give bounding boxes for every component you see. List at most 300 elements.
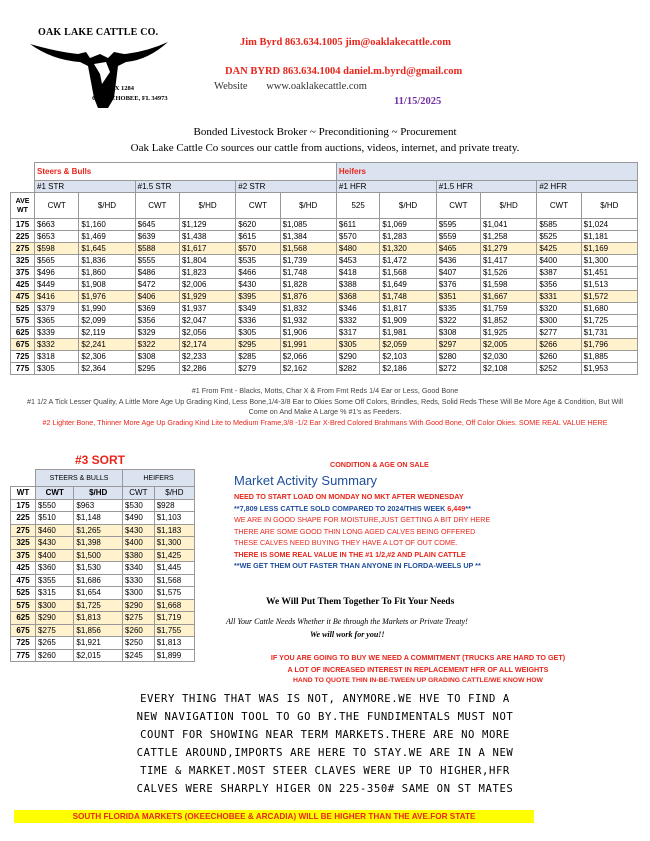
price-cell: $2,364: [79, 363, 135, 375]
price-cell: $1,069: [380, 219, 436, 231]
price-cell: $963: [74, 499, 123, 512]
price-cell: $1,860: [79, 267, 135, 279]
price-cell: $2,103: [380, 351, 436, 363]
price-cell: $1,852: [481, 315, 537, 327]
price-cell: $300: [36, 599, 74, 612]
weight-cell: 275: [11, 524, 36, 537]
price-cell: $615: [236, 231, 280, 243]
price-cell: $2,162: [280, 363, 336, 375]
price-cell: $1,953: [581, 363, 637, 375]
city: OKEECHOBEE, FL 34973: [92, 95, 168, 102]
price-cell: $465: [436, 243, 480, 255]
work-line: We will work for you!!: [310, 630, 385, 639]
price-cell: $436: [436, 255, 480, 267]
col-header: $/HD: [179, 193, 235, 219]
price-cell: $1,181: [581, 231, 637, 243]
col-header: $/HD: [481, 193, 537, 219]
price-cell: $430: [36, 537, 74, 550]
col-header: CWT: [537, 193, 581, 219]
price-cell: $297: [436, 339, 480, 351]
sort-steers: STEERS & BULLS: [36, 470, 123, 487]
closing-line: NEW NAVIGATION TOOL TO GO BY.THE FUNDIMENTALS MUST NOT: [136, 711, 514, 723]
price-cell: $1,469: [79, 231, 135, 243]
price-cell: $2,015: [74, 649, 123, 662]
col-header: $/HD: [380, 193, 436, 219]
wt-label: WT: [17, 206, 28, 214]
price-cell: $2,047: [179, 315, 235, 327]
price-cell: $406: [135, 291, 179, 303]
weight-cell: 375: [11, 267, 35, 279]
price-cell: $332: [35, 339, 79, 351]
contact-jim: Jim Byrd 863.634.1005 jim@oaklakecattle.com: [240, 37, 451, 48]
table-row: [11, 599, 195, 612]
state-banner: SOUTH FLORIDA MARKETS (OKEECHOBEE & ARCADIA) WILL BE HIGHER THAN THE AVE.FOR STATE: [14, 810, 534, 823]
price-cell: $430: [123, 524, 155, 537]
price-cell: $1,731: [581, 327, 637, 339]
table-row: [11, 637, 195, 650]
price-cell: $1,654: [74, 587, 123, 600]
price-cell: $1,598: [481, 279, 537, 291]
sort-title: #3 SORT: [75, 453, 126, 467]
price-cell: $1,568: [380, 267, 436, 279]
market-line: **: [465, 503, 471, 513]
table-row: [11, 512, 195, 525]
col-header: 525: [336, 193, 380, 219]
price-cell: $1,526: [481, 267, 537, 279]
price-cell: $1,828: [280, 279, 336, 291]
price-cell: $2,233: [179, 351, 235, 363]
price-cell: $430: [236, 279, 280, 291]
price-cell: $2,186: [380, 363, 436, 375]
price-cell: $555: [135, 255, 179, 267]
price-cell: $1,572: [581, 291, 637, 303]
table-row: [11, 574, 195, 587]
price-cell: $1,813: [154, 637, 194, 650]
price-cell: $1,755: [154, 624, 194, 637]
price-cell: $663: [35, 219, 79, 231]
table-row: [11, 267, 638, 279]
price-cell: $1,725: [74, 599, 123, 612]
website-label: Website: [214, 81, 248, 92]
closing-line: CALVES WERE SHARPLY HIGER ON 225-350# SAME ON ST MATES: [136, 783, 514, 795]
price-cell: $336: [236, 315, 280, 327]
weight-cell: 425: [11, 562, 36, 575]
table-row: [11, 219, 638, 231]
table-row: [11, 303, 638, 315]
price-cell: $1,417: [481, 255, 537, 267]
buy-line: A LOT OF INCREASED INTEREST IN REPLACEMENT HFR OF ALL WEIGHTS: [287, 664, 549, 674]
price-cell: $1,686: [74, 574, 123, 587]
sort-heifers: HEIFERS: [123, 470, 195, 487]
weight-cell: 175: [11, 219, 35, 231]
price-cell: $356: [135, 315, 179, 327]
group-label: #2 HFR: [537, 181, 638, 193]
price-cell: $339: [35, 327, 79, 339]
table-row: [11, 649, 195, 662]
weight-cell: 675: [11, 624, 36, 637]
price-cell: $1,739: [280, 255, 336, 267]
table-row: [11, 499, 195, 512]
price-cell: $480: [336, 243, 380, 255]
price-cell: $2,059: [380, 339, 436, 351]
weight-cell: 425: [11, 279, 35, 291]
weight-cell: 525: [11, 303, 35, 315]
price-cell: $598: [35, 243, 79, 255]
price-cell: $1,024: [581, 219, 637, 231]
price-cell: $1,929: [179, 291, 235, 303]
price-cell: $275: [36, 624, 74, 637]
note-grade-2: #2 Lighter Bone, Thinner More Age Up Grading Kind Lite to Medium Frame,3/8 -1/2 Ear X-Bred Colored Brahmans With Good Bone, Off Color Okies. SOME REAL VALUE HERE: [42, 417, 608, 427]
price-cell: $355: [36, 574, 74, 587]
price-cell: $1,909: [380, 315, 436, 327]
price-cell: $585: [537, 219, 581, 231]
price-cell: $1,832: [280, 303, 336, 315]
together-line: We Will Put Them Together To Fit Your Needs: [266, 597, 455, 607]
price-cell: $1,813: [74, 612, 123, 625]
price-cell: $1,300: [154, 537, 194, 550]
table-row: [11, 327, 638, 339]
price-cell: $349: [236, 303, 280, 315]
price-cell: $2,066: [280, 351, 336, 363]
price-cell: $1,279: [481, 243, 537, 255]
price-cell: $376: [436, 279, 480, 291]
price-cell: $2,056: [179, 327, 235, 339]
price-cell: $1,103: [154, 512, 194, 525]
price-cell: $1,908: [79, 279, 135, 291]
price-cell: $1,885: [581, 351, 637, 363]
price-cell: $1,445: [154, 562, 194, 575]
weight-cell: 225: [11, 512, 36, 525]
price-cell: $395: [236, 291, 280, 303]
price-cell: $407: [436, 267, 480, 279]
price-cell: $525: [537, 231, 581, 243]
price-cell: $1,085: [280, 219, 336, 231]
price-cell: $559: [436, 231, 480, 243]
price-cell: $653: [35, 231, 79, 243]
price-cell: $550: [36, 499, 74, 512]
weight-cell: 625: [11, 327, 35, 339]
price-cell: $496: [35, 267, 79, 279]
price-cell: $1,856: [74, 624, 123, 637]
price-cell: $565: [35, 255, 79, 267]
price-cell: $486: [135, 267, 179, 279]
price-cell: $308: [135, 351, 179, 363]
weight-cell: 375: [11, 549, 36, 562]
price-cell: $1,836: [79, 255, 135, 267]
col-header: CWT: [123, 487, 155, 500]
price-cell: $588: [135, 243, 179, 255]
price-cell: $365: [35, 315, 79, 327]
price-cell: $277: [537, 327, 581, 339]
price-cell: $252: [537, 363, 581, 375]
contact-dan: DAN BYRD 863.634.1004 daniel.m.byrd@gmail.com: [225, 66, 463, 77]
table-row: [11, 363, 638, 375]
closing-line: EVERY THING THAT WAS IS NOT, ANYMORE.WE HVE TO FIND A: [140, 693, 510, 705]
price-cell: $1,680: [581, 303, 637, 315]
price-cell: $1,817: [380, 303, 436, 315]
col-header: CWT: [236, 193, 280, 219]
closing-line: TIME & MARKET.MOST STEER CLAVES WERE UP TO HIGHER,HFR: [140, 765, 510, 777]
price-cell: $611: [336, 219, 380, 231]
weight-cell: 525: [11, 587, 36, 600]
price-cell: $379: [35, 303, 79, 315]
price-cell: $2,286: [179, 363, 235, 375]
price-cell: $388: [336, 279, 380, 291]
price-cell: $535: [236, 255, 280, 267]
price-cell: $368: [336, 291, 380, 303]
price-cell: $282: [336, 363, 380, 375]
table-row: [11, 315, 638, 327]
price-cell: $305: [236, 327, 280, 339]
price-cell: $570: [236, 243, 280, 255]
price-cell: $453: [336, 255, 380, 267]
condition-label: CONDITION & AGE ON SALE: [330, 460, 429, 469]
price-cell: $1,041: [481, 219, 537, 231]
price-cell: $1,160: [79, 219, 135, 231]
col-header: WT: [11, 487, 36, 500]
price-cell: $639: [135, 231, 179, 243]
table-row: [11, 612, 195, 625]
col-header: $/HD: [280, 193, 336, 219]
price-cell: $1,725: [581, 315, 637, 327]
group-label: #1 HFR: [336, 181, 436, 193]
weight-cell: 675: [11, 339, 35, 351]
price-cell: $1,617: [179, 243, 235, 255]
price-cell: $329: [135, 327, 179, 339]
note-grade-1-5: #1 1/2 A Tick Lesser Quality, A Little More Age Up Grading Kind, Less Bone,1/4-3/8 Ear to Okies Some Off Colors, Brindles, Reds, Solid Reds These Will Be More Age & Condition, But Will Come on And Make A Large % #1's as Feeders.: [26, 396, 624, 416]
price-cell: $2,306: [79, 351, 135, 363]
price-cell: $1,575: [154, 587, 194, 600]
buy-line: HAND TO QUOTE THIN IN-BE-TWEEN UP GRADING CATTLE/WE KNOW HOW: [293, 677, 543, 684]
weight-cell: 725: [11, 637, 36, 650]
price-cell: $400: [123, 537, 155, 550]
price-cell: $335: [436, 303, 480, 315]
price-cell: $272: [436, 363, 480, 375]
price-cell: $2,006: [179, 279, 235, 291]
price-cell: $305: [35, 363, 79, 375]
price-cell: $308: [436, 327, 480, 339]
subtagline: Oak Lake Cattle Co sources our cattle from auctions, videos, internet, and private treaty.: [130, 142, 520, 154]
price-cell: $1,990: [79, 303, 135, 315]
price-cell: $510: [36, 512, 74, 525]
price-cell: $1,759: [481, 303, 537, 315]
price-cell: $265: [36, 637, 74, 650]
price-cell: $2,030: [481, 351, 537, 363]
price-cell: $530: [123, 499, 155, 512]
price-cell: $290: [36, 612, 74, 625]
price-cell: $295: [135, 363, 179, 375]
price-cell: $1,129: [179, 219, 235, 231]
price-cell: $460: [36, 524, 74, 537]
price-cell: $1,283: [380, 231, 436, 243]
table-row: [11, 279, 638, 291]
price-cell: $2,108: [481, 363, 537, 375]
price-cell: $449: [35, 279, 79, 291]
market-line: NEED TO START LOAD ON MONDAY NO MKT AFTER WEDNESDAY: [234, 492, 464, 501]
price-cell: $1,258: [481, 231, 537, 243]
table-row: [11, 291, 638, 303]
price-cell: $1,500: [74, 549, 123, 562]
company-name: OAK LAKE CATTLE CO.: [38, 27, 159, 38]
price-cell: $1,568: [154, 574, 194, 587]
price-cell: $260: [123, 624, 155, 637]
price-cell: $305: [336, 339, 380, 351]
market-title: Market Activity Summary: [234, 473, 378, 488]
weight-cell: 175: [11, 499, 36, 512]
table-row: [11, 549, 195, 562]
group-label: #1 STR: [35, 181, 136, 193]
price-cell: $317: [336, 327, 380, 339]
weight-cell: 775: [11, 363, 35, 375]
market-line: WE ARE IN GOOD SHAPE FOR MOISTURE,JUST GETTING A BIT DRY HERE: [234, 515, 491, 524]
price-table: [10, 162, 638, 375]
price-cell: $1,530: [74, 562, 123, 575]
price-cell: $331: [537, 291, 581, 303]
price-cell: $322: [436, 315, 480, 327]
weight-cell: 325: [11, 537, 36, 550]
price-cell: $318: [35, 351, 79, 363]
price-cell: $425: [537, 243, 581, 255]
price-cell: $1,937: [179, 303, 235, 315]
price-cell: $1,649: [380, 279, 436, 291]
price-cell: $1,796: [581, 339, 637, 351]
weight-cell: 275: [11, 243, 35, 255]
group-label: #2 STR: [236, 181, 337, 193]
price-cell: $322: [135, 339, 179, 351]
price-cell: $1,568: [280, 243, 336, 255]
weight-cell: 775: [11, 649, 36, 662]
price-cell: $620: [236, 219, 280, 231]
price-cell: $570: [336, 231, 380, 243]
price-cell: $1,925: [481, 327, 537, 339]
buy-line: IF YOU ARE GOING TO BUY WE NEED A COMMITMENT (TRUCKS ARE HARD TO GET): [270, 653, 566, 662]
market-line: THERE IS SOME REAL VALUE IN THE #1 1/2,#2 AND PLAIN CATTLE: [234, 549, 466, 559]
price-cell: $1,438: [179, 231, 235, 243]
price-cell: $275: [123, 612, 155, 625]
price-cell: $400: [36, 549, 74, 562]
steers-title: Steers & Bulls: [35, 163, 337, 181]
price-cell: $1,748: [280, 267, 336, 279]
price-cell: $1,265: [74, 524, 123, 537]
weight-cell: 325: [11, 255, 35, 267]
table-row: [11, 339, 638, 351]
table-row: [11, 255, 638, 267]
price-cell: $1,148: [74, 512, 123, 525]
closing-line: CATTLE AROUND,IMPORTS ARE HERE TO STAY.WE ARE IN A NEW: [136, 747, 514, 759]
table-row: [11, 587, 195, 600]
price-cell: $387: [537, 267, 581, 279]
price-cell: $1,320: [380, 243, 436, 255]
col-header: CWT: [436, 193, 480, 219]
price-cell: $1,921: [74, 637, 123, 650]
tagline: Bonded Livestock Broker ~ Preconditioning ~ Procurement: [193, 126, 457, 138]
note-grade-1: #1 From Fmt - Blacks, Motts, Char X & From Fmt Reds 1/4 Ear or Less, Good Bone: [191, 386, 459, 395]
price-cell: $315: [36, 587, 74, 600]
price-cell: $285: [236, 351, 280, 363]
weight-cell: 725: [11, 351, 35, 363]
weight-cell: 475: [11, 291, 35, 303]
price-cell: $1,300: [581, 255, 637, 267]
table-row: [11, 524, 195, 537]
price-cell: $418: [336, 267, 380, 279]
price-cell: $1,876: [280, 291, 336, 303]
table-row: [11, 231, 638, 243]
market-line: **WE GET THEM OUT FASTER THAN ANYONE IN FLORDA-WEELS UP **: [234, 561, 481, 570]
col-header: $/HD: [154, 487, 194, 500]
price-cell: $1,981: [380, 327, 436, 339]
price-cell: $300: [123, 587, 155, 600]
price-cell: $2,099: [79, 315, 135, 327]
price-cell: $290: [336, 351, 380, 363]
price-cell: $466: [236, 267, 280, 279]
market-line: THERE ARE SOME GOOD THIN LONG AGED CALVES BEING OFFERED: [234, 526, 476, 536]
col-header: CWT: [35, 193, 79, 219]
closing-line: COUNT FOR SHOWING NEAR TERM MARKETS.THERE ARE NO MORE: [140, 729, 510, 741]
price-cell: $490: [123, 512, 155, 525]
price-cell: $300: [537, 315, 581, 327]
price-cell: $1,668: [154, 599, 194, 612]
table-row: [11, 562, 195, 575]
price-cell: $266: [537, 339, 581, 351]
price-cell: $1,991: [280, 339, 336, 351]
weight-cell: 225: [11, 231, 35, 243]
weight-cell: 575: [11, 599, 36, 612]
price-cell: $416: [35, 291, 79, 303]
table-row: [11, 351, 638, 363]
price-cell: $369: [135, 303, 179, 315]
price-cell: $1,183: [154, 524, 194, 537]
price-cell: $1,976: [79, 291, 135, 303]
price-cell: $2,005: [481, 339, 537, 351]
market-line: THESE CALVES NEED BUYING THEY HAVE A LOT OF OUT COME.: [234, 538, 458, 547]
table-row: [11, 243, 638, 255]
table-row: [11, 624, 195, 637]
price-cell: $1,513: [581, 279, 637, 291]
website-link[interactable]: www.oaklakecattle.com: [266, 81, 367, 92]
price-cell: $1,667: [481, 291, 537, 303]
price-cell: $260: [537, 351, 581, 363]
price-cell: $1,899: [154, 649, 194, 662]
price-cell: $332: [336, 315, 380, 327]
price-cell: $2,119: [79, 327, 135, 339]
price-cell: $380: [123, 549, 155, 562]
price-cell: $290: [123, 599, 155, 612]
price-cell: $346: [336, 303, 380, 315]
price-cell: $1,384: [280, 231, 336, 243]
price-cell: $1,451: [581, 267, 637, 279]
group-label: #1.5 HFR: [436, 181, 537, 193]
price-cell: $1,748: [380, 291, 436, 303]
price-cell: $2,174: [179, 339, 235, 351]
price-cell: $340: [123, 562, 155, 575]
price-cell: $472: [135, 279, 179, 291]
col-header: CWT: [36, 487, 74, 500]
price-cell: $928: [154, 499, 194, 512]
group-label: #1.5 STR: [135, 181, 236, 193]
col-header: CWT: [135, 193, 179, 219]
price-cell: $1,719: [154, 612, 194, 625]
col-header: $/HD: [74, 487, 123, 500]
price-cell: $330: [123, 574, 155, 587]
price-cell: $351: [436, 291, 480, 303]
table-row: [11, 537, 195, 550]
col-header: $/HD: [581, 193, 637, 219]
price-cell: $360: [36, 562, 74, 575]
price-cell: $356: [537, 279, 581, 291]
price-cell: $260: [36, 649, 74, 662]
weight-cell: 625: [11, 612, 36, 625]
price-cell: $245: [123, 649, 155, 662]
